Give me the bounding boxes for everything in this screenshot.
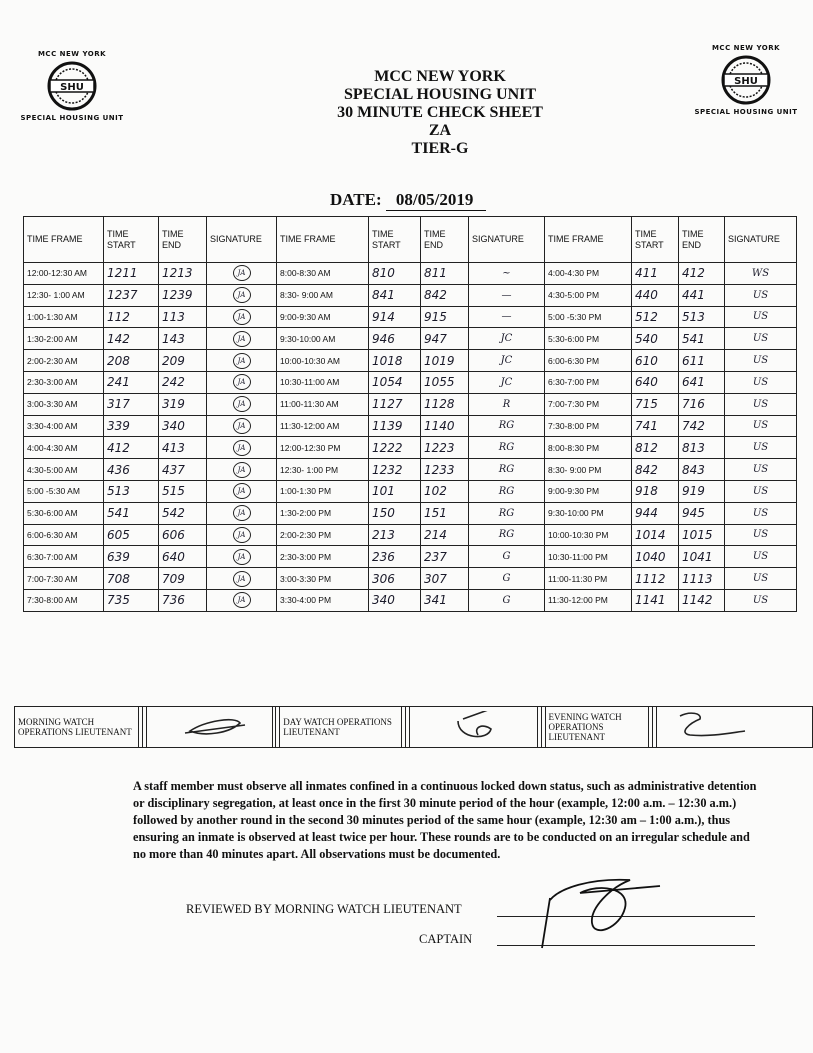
- initials-circle: JA: [233, 549, 251, 565]
- initials-circle: JA: [233, 396, 251, 412]
- cell-signature: ~: [469, 263, 545, 285]
- initials-circle: JA: [233, 571, 251, 587]
- reviewed-label: REVIEWED BY MORNING WATCH LIEUTENANT: [186, 902, 462, 916]
- cell-signature: [207, 284, 277, 306]
- table-row: [24, 393, 797, 415]
- cell-time-start: 1141: [632, 589, 679, 611]
- cell-time-start: 541: [104, 502, 159, 524]
- table-row: [24, 350, 797, 372]
- cell-time-start: 412: [104, 437, 159, 459]
- cell-time-start: 639: [104, 546, 159, 568]
- initials-circle: JA: [233, 265, 251, 281]
- cell-time-start: 317: [104, 393, 159, 415]
- cell-time-start: 735: [104, 589, 159, 611]
- cell-time-frame: 7:00-7:30 AM: [24, 568, 104, 590]
- cell-time-frame: 10:30-11:00 PM: [545, 546, 632, 568]
- cell-time-start: 1127: [369, 393, 421, 415]
- cell-time-frame: 12:00-12:30 PM: [277, 437, 369, 459]
- cell-time-start: 610: [632, 350, 679, 372]
- cell-time-end: 1213: [159, 263, 207, 285]
- cell-time-frame: 4:00-4:30 AM: [24, 437, 104, 459]
- cell-time-end: 736: [159, 589, 207, 611]
- cell-time-start: 340: [369, 589, 421, 611]
- header-line-2: SPECIAL HOUSING UNIT: [343, 86, 537, 103]
- initials-circle: JA: [233, 353, 251, 369]
- shu-emblem-icon: [44, 61, 100, 111]
- cell-time-frame: 11:30-12:00 AM: [277, 415, 369, 437]
- cell-time-end: 919: [679, 480, 725, 502]
- cell-time-frame: 8:30- 9:00 AM: [277, 284, 369, 306]
- initials-circle: JA: [233, 505, 251, 521]
- cell-signature: US: [725, 350, 797, 372]
- cell-signature: RG: [469, 459, 545, 481]
- cell-signature: [207, 306, 277, 328]
- cell-time-frame: 2:00-2:30 PM: [277, 524, 369, 546]
- date-value: 08/05/2019: [386, 190, 486, 211]
- cell-time-start: 213: [369, 524, 421, 546]
- header-line-1: MCC NEW YORK: [374, 68, 506, 85]
- cell-time-start: 1232: [369, 459, 421, 481]
- cell-time-start: 812: [632, 437, 679, 459]
- cell-signature: US: [725, 546, 797, 568]
- cell-time-start: 1054: [369, 371, 421, 393]
- col-header: TIME FRAME: [24, 217, 104, 263]
- cell-time-end: 143: [159, 328, 207, 350]
- cell-time-end: 811: [421, 263, 469, 285]
- table-row: [24, 502, 797, 524]
- cell-time-start: 605: [104, 524, 159, 546]
- cell-time-end: 1041: [679, 546, 725, 568]
- cell-time-frame: 10:00-10:30 PM: [545, 524, 632, 546]
- cell-time-frame: 5:30-6:00 PM: [545, 328, 632, 350]
- cell-time-start: 946: [369, 328, 421, 350]
- initials-circle: JA: [233, 592, 251, 608]
- cell-time-end: 242: [159, 371, 207, 393]
- cell-time-frame: 1:00-1:30 PM: [277, 480, 369, 502]
- cell-time-frame: 12:00-12:30 AM: [24, 263, 104, 285]
- cell-time-start: 1018: [369, 350, 421, 372]
- cell-time-end: 611: [679, 350, 725, 372]
- cell-time-end: 319: [159, 393, 207, 415]
- cell-time-frame: 5:00 -5:30 AM: [24, 480, 104, 502]
- col-header: TIME END: [159, 217, 207, 263]
- cell-signature: [207, 371, 277, 393]
- table-row: [24, 263, 797, 285]
- cell-time-end: 1019: [421, 350, 469, 372]
- cell-time-start: 810: [369, 263, 421, 285]
- cell-signature: [207, 502, 277, 524]
- initials-circle: JA: [233, 418, 251, 434]
- cell-signature: US: [725, 524, 797, 546]
- cell-time-start: 513: [104, 480, 159, 502]
- cell-time-start: 1040: [632, 546, 679, 568]
- logo-bottom-text: SPECIAL HOUSING UNIT: [694, 108, 798, 116]
- cell-time-end: 214: [421, 524, 469, 546]
- table-row: [24, 437, 797, 459]
- observation-notice: A staff member must observe all inmates confined in a continuous locked down status, such as administrative detention or disciplinary segregation, at least once in the first 30 minute period of the hour (example, 12:00 a.m. – 12:30 a.m.) followed by another round in the second 30 minutes period of the same hour (example, 12:30 am – 1:00 a.m.), thus ensuring an inmate is observed at least twice per hour. These rounds are to be conducted on an irregular schedule and no more than 40 minutes apart. All observations must be documented.: [133, 779, 757, 861]
- cell-time-start: 918: [632, 480, 679, 502]
- cell-signature: JC: [469, 350, 545, 372]
- check-log-table: [23, 216, 797, 612]
- cell-signature: [207, 459, 277, 481]
- cell-time-frame: 1:30-2:00 PM: [277, 502, 369, 524]
- cell-time-frame: 2:30-3:00 PM: [277, 546, 369, 568]
- cell-time-frame: 6:00-6:30 AM: [24, 524, 104, 546]
- cell-time-frame: 3:00-3:30 PM: [277, 568, 369, 590]
- cell-time-frame: 8:30- 9:00 PM: [545, 459, 632, 481]
- cell-time-start: 241: [104, 371, 159, 393]
- cell-time-start: 1222: [369, 437, 421, 459]
- cell-time-end: 1128: [421, 393, 469, 415]
- col-header: SIGNATURE: [725, 217, 797, 263]
- cell-time-frame: 4:00-4:30 PM: [545, 263, 632, 285]
- cell-time-end: 945: [679, 502, 725, 524]
- cell-time-start: 640: [632, 371, 679, 393]
- col-header: TIME START: [632, 217, 679, 263]
- cell-signature: US: [725, 502, 797, 524]
- cell-signature: US: [725, 393, 797, 415]
- cell-time-end: 437: [159, 459, 207, 481]
- header-line-4: ZA: [428, 122, 452, 139]
- col-header: TIME START: [104, 217, 159, 263]
- captain-label: CAPTAIN: [419, 932, 473, 946]
- cell-time-end: 842: [421, 284, 469, 306]
- cell-time-end: 1233: [421, 459, 469, 481]
- initials-circle: JA: [233, 462, 251, 478]
- col-header: SIGNATURE: [207, 217, 277, 263]
- cell-time-end: 515: [159, 480, 207, 502]
- col-header: TIME END: [679, 217, 725, 263]
- morning-signature: [146, 707, 272, 748]
- sheet-header: [250, 68, 630, 158]
- logo-right: [691, 44, 801, 116]
- cell-time-frame: 3:30-4:00 PM: [277, 589, 369, 611]
- cell-signature: [207, 568, 277, 590]
- cell-time-start: 411: [632, 263, 679, 285]
- cell-time-frame: 3:30-4:00 AM: [24, 415, 104, 437]
- cell-time-start: 208: [104, 350, 159, 372]
- table-row: [24, 524, 797, 546]
- cell-time-end: 716: [679, 393, 725, 415]
- cell-time-start: 715: [632, 393, 679, 415]
- cell-time-frame: 11:00-11:30 PM: [545, 568, 632, 590]
- cell-time-end: 915: [421, 306, 469, 328]
- cell-time-start: 112: [104, 306, 159, 328]
- cell-time-frame: 10:00-10:30 AM: [277, 350, 369, 372]
- cell-time-end: 709: [159, 568, 207, 590]
- cell-time-end: 1140: [421, 415, 469, 437]
- cell-time-start: 101: [369, 480, 421, 502]
- cell-signature: US: [725, 371, 797, 393]
- cell-time-end: 412: [679, 263, 725, 285]
- cell-time-frame: 7:30-8:00 AM: [24, 589, 104, 611]
- cell-time-start: 512: [632, 306, 679, 328]
- cell-time-frame: 7:30-8:00 PM: [545, 415, 632, 437]
- table-row: [24, 546, 797, 568]
- cell-signature: G: [469, 589, 545, 611]
- cell-time-start: 741: [632, 415, 679, 437]
- cell-time-end: 209: [159, 350, 207, 372]
- cell-time-start: 150: [369, 502, 421, 524]
- cell-time-start: 914: [369, 306, 421, 328]
- cell-time-frame: 9:30-10:00 PM: [545, 502, 632, 524]
- col-header: TIME START: [369, 217, 421, 263]
- cell-signature: —: [469, 306, 545, 328]
- cell-time-frame: 9:00-9:30 PM: [545, 480, 632, 502]
- lieutenant-signature-table: [14, 706, 813, 748]
- cell-signature: US: [725, 415, 797, 437]
- cell-signature: US: [725, 306, 797, 328]
- cell-time-start: 841: [369, 284, 421, 306]
- cell-time-frame: 1:00-1:30 AM: [24, 306, 104, 328]
- emblem-text: SHU: [60, 82, 84, 93]
- cell-time-frame: 12:30- 1:00 PM: [277, 459, 369, 481]
- cell-time-end: 441: [679, 284, 725, 306]
- cell-time-end: 542: [159, 502, 207, 524]
- cell-time-frame: 6:00-6:30 PM: [545, 350, 632, 372]
- morning-lieutenant-label: MORNING WATCH OPERATIONS LIEUTENANT: [15, 707, 139, 748]
- cell-time-frame: 2:30-3:00 AM: [24, 371, 104, 393]
- table-header-row: [24, 217, 797, 263]
- cell-signature: RG: [469, 415, 545, 437]
- cell-time-frame: 4:30-5:00 AM: [24, 459, 104, 481]
- cell-time-start: 708: [104, 568, 159, 590]
- cell-signature: RG: [469, 524, 545, 546]
- cell-time-frame: 12:30- 1:00 AM: [24, 284, 104, 306]
- cell-time-frame: 10:30-11:00 AM: [277, 371, 369, 393]
- col-header: TIME FRAME: [277, 217, 369, 263]
- cell-time-frame: 9:30-10:00 AM: [277, 328, 369, 350]
- emblem-text: SHU: [734, 76, 758, 87]
- initials-circle: JA: [233, 527, 251, 543]
- cell-signature: JC: [469, 328, 545, 350]
- cell-time-start: 236: [369, 546, 421, 568]
- table-row: [24, 328, 797, 350]
- cell-signature: US: [725, 437, 797, 459]
- cell-signature: G: [469, 568, 545, 590]
- cell-time-start: 842: [632, 459, 679, 481]
- day-lieutenant-label: DAY WATCH OPERATIONS LIEUTENANT: [280, 707, 402, 748]
- col-header: SIGNATURE: [469, 217, 545, 263]
- cell-time-frame: 8:00-8:30 PM: [545, 437, 632, 459]
- cell-time-end: 1113: [679, 568, 725, 590]
- cell-time-frame: 8:00-8:30 AM: [277, 263, 369, 285]
- cell-time-frame: 3:00-3:30 AM: [24, 393, 104, 415]
- cell-signature: US: [725, 284, 797, 306]
- cell-time-end: 513: [679, 306, 725, 328]
- logo-top-text: MCC NEW YORK: [711, 44, 781, 52]
- cell-time-end: 742: [679, 415, 725, 437]
- cell-time-end: 341: [421, 589, 469, 611]
- initials-circle: JA: [233, 287, 251, 303]
- cell-time-frame: 11:00-11:30 AM: [277, 393, 369, 415]
- cell-time-end: 1223: [421, 437, 469, 459]
- cell-signature: [207, 546, 277, 568]
- cell-signature: RG: [469, 437, 545, 459]
- cell-time-start: 436: [104, 459, 159, 481]
- cell-signature: JC: [469, 371, 545, 393]
- cell-signature: [207, 350, 277, 372]
- date-line: [330, 190, 486, 211]
- logo-left: [17, 50, 127, 122]
- cell-time-frame: 4:30-5:00 PM: [545, 284, 632, 306]
- cell-signature: [207, 437, 277, 459]
- day-signature: [409, 707, 537, 748]
- cell-time-start: 1139: [369, 415, 421, 437]
- table-row: [24, 459, 797, 481]
- cell-time-end: 307: [421, 568, 469, 590]
- initials-circle: JA: [233, 440, 251, 456]
- cell-time-end: 113: [159, 306, 207, 328]
- cell-signature: US: [725, 459, 797, 481]
- cell-signature: R: [469, 393, 545, 415]
- cell-time-frame: 5:00 -5:30 PM: [545, 306, 632, 328]
- cell-time-start: 440: [632, 284, 679, 306]
- cell-time-end: 813: [679, 437, 725, 459]
- cell-signature: US: [725, 568, 797, 590]
- cell-signature: [207, 393, 277, 415]
- signature-scrawl-icon: [413, 711, 523, 741]
- cell-time-end: 1015: [679, 524, 725, 546]
- logo-top-text: MCC NEW YORK: [37, 50, 107, 58]
- cell-time-end: 606: [159, 524, 207, 546]
- cell-time-start: 1112: [632, 568, 679, 590]
- cell-time-end: 340: [159, 415, 207, 437]
- cell-time-end: 640: [159, 546, 207, 568]
- cell-time-end: 102: [421, 480, 469, 502]
- initials-circle: JA: [233, 483, 251, 499]
- col-header: TIME END: [421, 217, 469, 263]
- cell-time-start: 339: [104, 415, 159, 437]
- cell-signature: RG: [469, 502, 545, 524]
- cell-signature: G: [469, 546, 545, 568]
- cell-time-end: 237: [421, 546, 469, 568]
- cell-time-end: 1239: [159, 284, 207, 306]
- cell-time-frame: 6:30-7:00 AM: [24, 546, 104, 568]
- logo-bottom-text: SPECIAL HOUSING UNIT: [20, 114, 124, 122]
- table-row: [24, 371, 797, 393]
- cell-time-frame: 1:30-2:00 AM: [24, 328, 104, 350]
- cell-signature: [207, 524, 277, 546]
- cell-signature: US: [725, 480, 797, 502]
- evening-signature: [656, 707, 812, 748]
- cell-time-end: 947: [421, 328, 469, 350]
- col-header: TIME FRAME: [545, 217, 632, 263]
- signature-scrawl-icon: [150, 711, 260, 741]
- cell-time-frame: 5:30-6:00 AM: [24, 502, 104, 524]
- cell-time-frame: 6:30-7:00 PM: [545, 371, 632, 393]
- cell-time-end: 641: [679, 371, 725, 393]
- cell-signature: [207, 415, 277, 437]
- cell-time-end: 151: [421, 502, 469, 524]
- cell-signature: US: [725, 328, 797, 350]
- cell-time-start: 1211: [104, 263, 159, 285]
- evening-lieutenant-label: EVENING WATCH OPERATIONS LIEUTENANT: [545, 707, 649, 748]
- header-line-5: TIER-G: [411, 140, 469, 157]
- cell-time-start: 944: [632, 502, 679, 524]
- cell-signature: US: [725, 589, 797, 611]
- cell-time-frame: 2:00-2:30 AM: [24, 350, 104, 372]
- cell-signature: —: [469, 284, 545, 306]
- cell-signature: [207, 328, 277, 350]
- cell-signature: RG: [469, 480, 545, 502]
- table-row: [24, 306, 797, 328]
- shu-emblem-icon: [718, 55, 774, 105]
- cell-time-frame: 11:30-12:00 PM: [545, 589, 632, 611]
- initials-circle: JA: [233, 331, 251, 347]
- cell-signature: [207, 480, 277, 502]
- cell-signature: WS: [725, 263, 797, 285]
- cell-time-frame: 9:00-9:30 AM: [277, 306, 369, 328]
- initials-circle: JA: [233, 374, 251, 390]
- cell-time-start: 540: [632, 328, 679, 350]
- cell-time-end: 1055: [421, 371, 469, 393]
- table-row: [24, 480, 797, 502]
- cell-time-end: 413: [159, 437, 207, 459]
- cell-time-frame: 7:00-7:30 PM: [545, 393, 632, 415]
- signature-scrawl-icon: [660, 711, 800, 741]
- date-label: DATE:: [330, 190, 382, 209]
- cell-time-start: 1237: [104, 284, 159, 306]
- cell-time-start: 1014: [632, 524, 679, 546]
- captain-signature-icon: [520, 868, 680, 958]
- cell-time-end: 1142: [679, 589, 725, 611]
- header-line-3: 30 MINUTE CHECK SHEET: [337, 104, 543, 121]
- cell-time-start: 306: [369, 568, 421, 590]
- cell-time-end: 843: [679, 459, 725, 481]
- cell-time-start: 142: [104, 328, 159, 350]
- table-row: [24, 568, 797, 590]
- cell-signature: [207, 589, 277, 611]
- initials-circle: JA: [233, 309, 251, 325]
- table-row: [24, 589, 797, 611]
- table-row: [24, 284, 797, 306]
- table-row: [24, 415, 797, 437]
- cell-signature: [207, 263, 277, 285]
- cell-time-end: 541: [679, 328, 725, 350]
